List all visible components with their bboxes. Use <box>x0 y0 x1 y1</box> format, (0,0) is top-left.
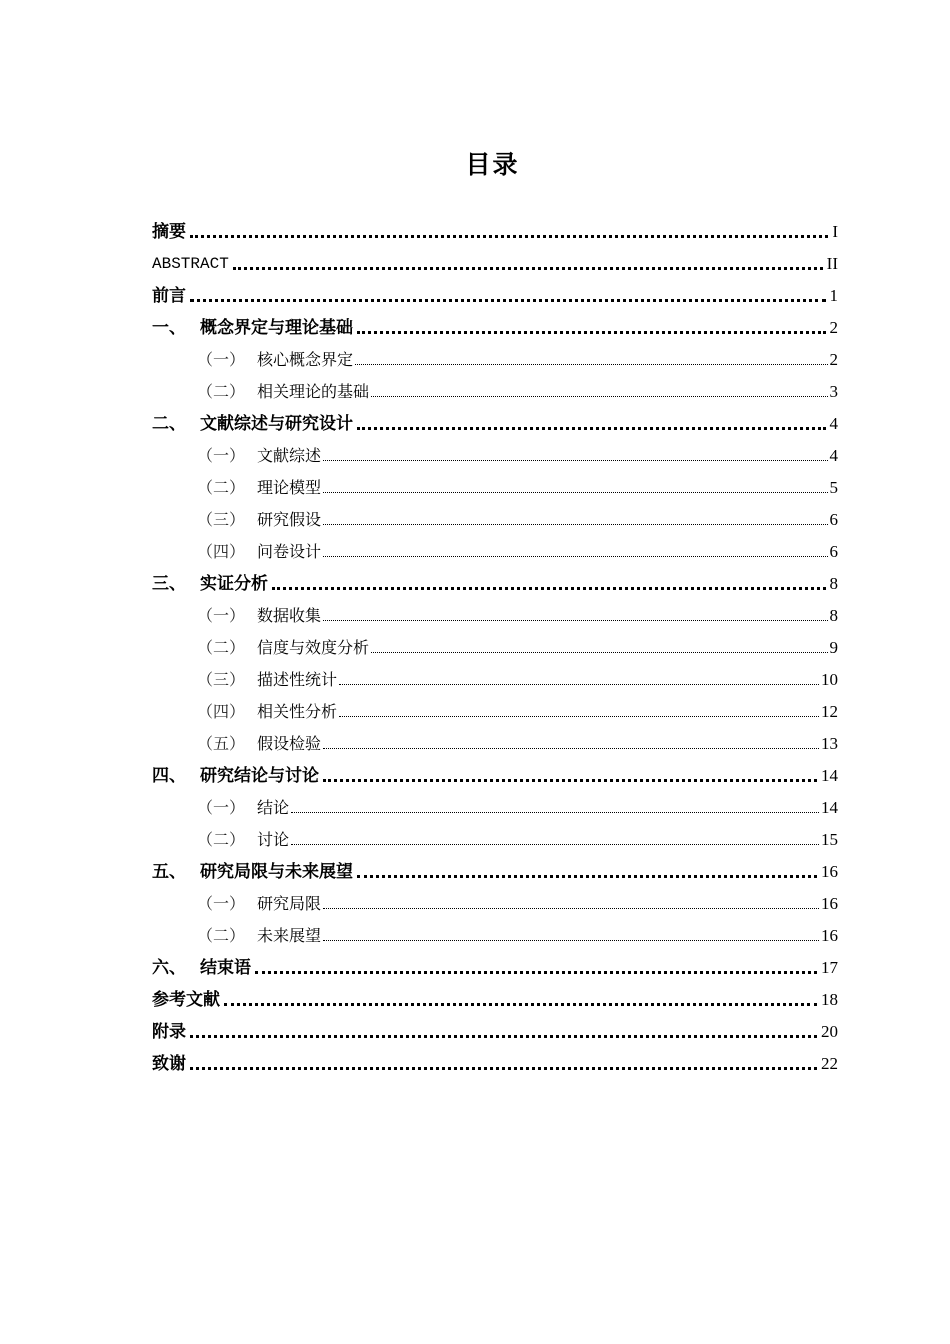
toc-entry-label: 相关理论的基础 <box>257 382 370 401</box>
toc-subentry[interactable] <box>152 629 838 661</box>
toc-entry-label: 核心概念界定 <box>257 350 354 369</box>
dot-leader <box>357 875 817 878</box>
toc-entry[interactable] <box>152 245 838 277</box>
toc-entry-page-number: 5 <box>829 478 838 497</box>
toc-entry-label: 概念界定与理论基础 <box>200 318 353 338</box>
toc-entry-label: 参考文献 <box>152 990 220 1010</box>
toc-entry-number: （一） <box>197 798 246 817</box>
toc-entry-page-number: 6 <box>829 542 838 561</box>
toc-subentry[interactable] <box>152 437 838 469</box>
dot-leader <box>323 556 827 557</box>
dot-leader <box>323 748 819 749</box>
toc-subentry[interactable] <box>152 341 838 373</box>
toc-subentry[interactable] <box>152 597 838 629</box>
toc-entry-page-number: 16 <box>821 862 838 881</box>
toc-entry-number: 四、 <box>152 766 186 786</box>
toc-subentry[interactable] <box>152 789 838 821</box>
toc-entry[interactable] <box>152 853 838 885</box>
toc-entry[interactable] <box>152 1045 838 1077</box>
toc-subentry[interactable] <box>152 469 838 501</box>
toc-entry-page-number: 16 <box>821 926 838 945</box>
toc-entry-label: 文献综述与研究设计 <box>200 414 353 434</box>
toc-entry-number: （二） <box>197 830 246 849</box>
dot-leader <box>339 716 819 717</box>
dot-leader <box>355 364 827 365</box>
dot-leader <box>291 812 819 813</box>
toc-entry[interactable] <box>152 757 838 789</box>
dot-leader <box>323 492 827 493</box>
toc-entry-label: 问卷设计 <box>257 542 322 561</box>
table-of-contents <box>152 213 838 1077</box>
toc-entry-page-number: 8 <box>829 574 838 593</box>
toc-entry-page-number: I <box>832 222 838 241</box>
toc-entry[interactable] <box>152 405 838 437</box>
toc-entry-number: （一） <box>197 446 246 465</box>
toc-entry-page-number: II <box>826 254 838 273</box>
dot-leader <box>323 524 827 525</box>
toc-entry-label: 研究局限与未来展望 <box>200 862 353 882</box>
toc-entry-page-number: 12 <box>821 702 838 721</box>
toc-subentry[interactable] <box>152 725 838 757</box>
toc-entry[interactable] <box>152 981 838 1013</box>
toc-entry-page-number: 18 <box>821 990 838 1009</box>
toc-entry-label: 前言 <box>152 286 186 306</box>
toc-entry[interactable] <box>152 309 838 341</box>
dot-leader <box>190 235 828 238</box>
toc-entry-label: 信度与效度分析 <box>257 638 370 657</box>
toc-entry-label: 实证分析 <box>200 574 268 594</box>
toc-subentry[interactable] <box>152 501 838 533</box>
toc-entry-label: 未来展望 <box>257 926 322 945</box>
dot-leader <box>323 940 819 941</box>
toc-entry-label: 数据收集 <box>257 606 322 625</box>
dot-leader <box>357 427 826 430</box>
toc-subentry[interactable] <box>152 373 838 405</box>
dot-leader <box>371 652 827 653</box>
toc-entry[interactable] <box>152 1013 838 1045</box>
toc-entry-number: （二） <box>197 382 246 401</box>
toc-subentry[interactable] <box>152 661 838 693</box>
dot-leader <box>339 684 819 685</box>
toc-entry-label: 结论 <box>257 798 290 817</box>
dot-leader <box>272 587 826 590</box>
dot-leader <box>323 460 827 461</box>
dot-leader <box>190 299 826 302</box>
toc-entry-page-number: 10 <box>821 670 838 689</box>
dot-leader <box>255 971 817 974</box>
toc-entry-label: 理论模型 <box>257 478 322 497</box>
toc-subentry[interactable] <box>152 885 838 917</box>
toc-entry-number: 六、 <box>152 958 186 978</box>
toc-entry-page-number: 4 <box>829 446 838 465</box>
toc-entry-label: 研究假设 <box>257 510 322 529</box>
dot-leader <box>224 1003 817 1006</box>
toc-entry-number: （三） <box>197 670 246 689</box>
dot-leader <box>190 1035 817 1038</box>
toc-entry[interactable] <box>152 565 838 597</box>
toc-entry-label: 描述性统计 <box>257 670 338 689</box>
toc-subentry[interactable] <box>152 821 838 853</box>
toc-entry-page-number: 14 <box>821 798 838 817</box>
dot-leader <box>190 1067 817 1070</box>
toc-entry-label: 附录 <box>152 1022 186 1042</box>
toc-entry-label: 致谢 <box>152 1054 186 1074</box>
toc-entry-number: 三、 <box>152 574 186 594</box>
toc-entry-number: （四） <box>197 702 246 721</box>
toc-entry-page-number: 17 <box>821 958 838 977</box>
toc-entry-number: 二、 <box>152 414 186 434</box>
toc-entry-number: 一、 <box>152 318 186 338</box>
toc-entry-page-number: 1 <box>829 286 838 305</box>
toc-entry-page-number: 13 <box>821 734 838 753</box>
toc-entry-label: 结束语 <box>200 958 251 978</box>
dot-leader <box>357 331 826 334</box>
toc-entry-page-number: 16 <box>821 894 838 913</box>
toc-entry-page-number: 14 <box>821 766 838 785</box>
dot-leader <box>291 844 819 845</box>
toc-entry-label: 讨论 <box>257 830 290 849</box>
toc-entry-label: 研究结论与讨论 <box>200 766 319 786</box>
toc-subentry[interactable] <box>152 917 838 949</box>
toc-entry-number: （一） <box>197 350 246 369</box>
toc-entry-label: 摘要 <box>152 222 186 242</box>
toc-entry-number: （四） <box>197 542 246 561</box>
toc-entry-page-number: 2 <box>829 318 838 337</box>
toc-entry-page-number: 6 <box>829 510 838 529</box>
toc-entry-page-number: 15 <box>821 830 838 849</box>
toc-entry-label: ABSTRACT <box>152 255 229 273</box>
dot-leader <box>371 396 827 397</box>
toc-entry-label: 文献综述 <box>257 446 322 465</box>
toc-entry-label: 相关性分析 <box>257 702 338 721</box>
toc-entry-number: （三） <box>197 510 246 529</box>
toc-entry-number: （五） <box>197 734 246 753</box>
toc-entry-number: （二） <box>197 478 246 497</box>
toc-title: 目录 <box>465 150 520 179</box>
toc-entry-number: （二） <box>197 638 246 657</box>
dot-leader <box>323 620 827 621</box>
toc-entry-number: （一） <box>197 894 246 913</box>
toc-subentry[interactable] <box>152 533 838 565</box>
toc-entry-label: 假设检验 <box>257 734 322 753</box>
toc-entry-number: （一） <box>197 606 246 625</box>
toc-subentry[interactable] <box>152 693 838 725</box>
toc-entry[interactable] <box>152 277 838 309</box>
toc-entry[interactable] <box>152 949 838 981</box>
toc-entry-page-number: 2 <box>829 350 838 369</box>
dot-leader <box>233 267 823 270</box>
toc-entry-page-number: 20 <box>821 1022 838 1041</box>
toc-entry-page-number: 4 <box>829 414 838 433</box>
toc-entry-page-number: 3 <box>829 382 838 401</box>
dot-leader <box>323 908 819 909</box>
toc-entry-label: 研究局限 <box>257 894 322 913</box>
toc-entry-page-number: 8 <box>829 606 838 625</box>
toc-entry-page-number: 9 <box>829 638 838 657</box>
toc-entry-page-number: 22 <box>821 1054 838 1073</box>
toc-entry[interactable] <box>152 213 838 245</box>
toc-entry-number: （二） <box>197 926 246 945</box>
toc-entry-number: 五、 <box>152 862 186 882</box>
dot-leader <box>323 779 817 782</box>
